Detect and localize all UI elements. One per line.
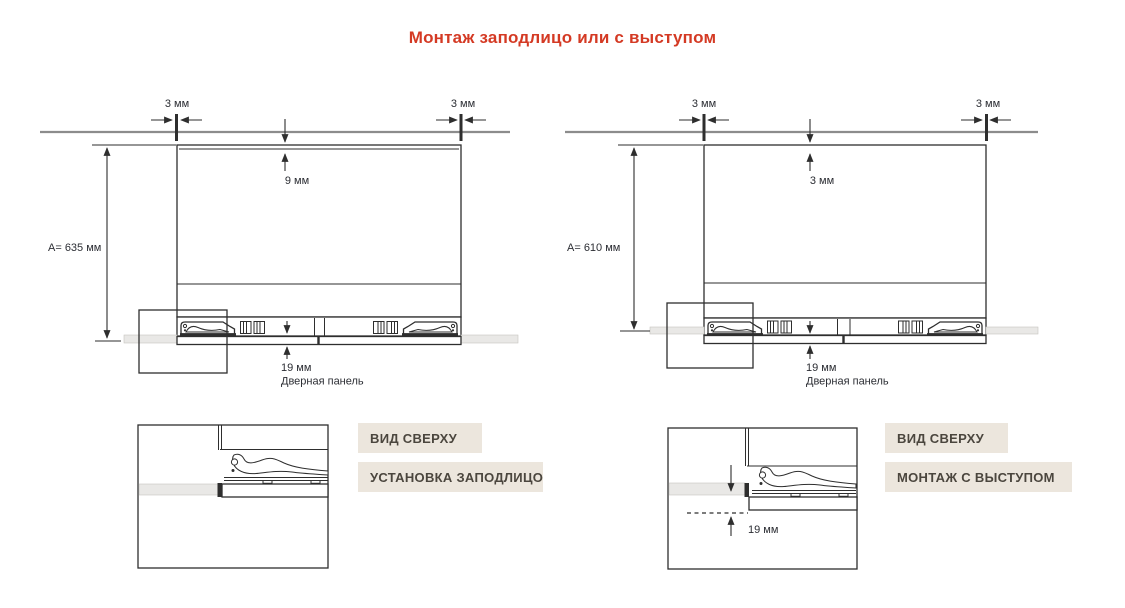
proud-height-label: A= 610 мм <box>567 242 621 254</box>
flush-top-view-detail <box>138 425 328 568</box>
proud-protrusion-label: 19 мм <box>748 524 779 536</box>
flush-door-thickness-label: 19 мм <box>281 362 312 374</box>
proud-door-panel <box>704 336 986 344</box>
flush-side-panel-left <box>124 335 177 343</box>
proud-side-panel-right <box>986 327 1038 334</box>
flush-gap-right-marker <box>436 98 486 141</box>
flush-cabinet-outline <box>177 145 461 336</box>
flush-gap-left-marker <box>151 98 202 141</box>
flush-detail-side-panel <box>139 484 218 495</box>
proud-detail-side-panel <box>669 483 745 495</box>
flush-gap-right-label: 3 мм <box>450 98 476 110</box>
flush-front-view <box>40 98 518 388</box>
flush-detail-door-panel <box>222 484 328 497</box>
proud-gap-right-label: 3 мм <box>975 98 1001 110</box>
proud-front-view <box>565 98 1038 388</box>
proud-door-thickness-label: 19 мм <box>806 362 837 374</box>
flush-side-panel-right <box>461 335 518 343</box>
flush-door-panel-label: Дверная панель <box>281 375 364 388</box>
flush-height-label: A= 635 мм <box>48 242 102 254</box>
flush-gap-left-label: 3 мм <box>164 98 190 110</box>
flush-height-dimension <box>48 145 176 341</box>
proud-gap-left-label: 3 мм <box>691 98 717 110</box>
flush-top-reveal-label: 9 мм <box>284 175 310 187</box>
proud-side-panel-left <box>650 327 704 334</box>
proud-top-reveal-label: 3 мм <box>809 175 835 187</box>
proud-view-badge: ВИД СВЕРХУ <box>885 423 1008 453</box>
proud-gap-left-marker <box>679 98 729 141</box>
proud-top-view-detail <box>668 428 857 569</box>
proud-mode-badge: МОНТАЖ С ВЫСТУПОМ <box>885 462 1072 492</box>
proud-gap-right-marker <box>961 98 1011 141</box>
page-title: Монтаж заподлицо или с выступом <box>408 28 717 47</box>
flush-view-badge: ВИД СВЕРХУ <box>358 423 482 453</box>
flush-mode-badge: УСТАНОВКА ЗАПОДЛИЦО <box>358 462 543 492</box>
proud-door-panel-label: Дверная панель <box>806 375 889 388</box>
proud-cabinet-outline <box>704 145 986 335</box>
proud-detail-door-panel <box>749 497 857 510</box>
